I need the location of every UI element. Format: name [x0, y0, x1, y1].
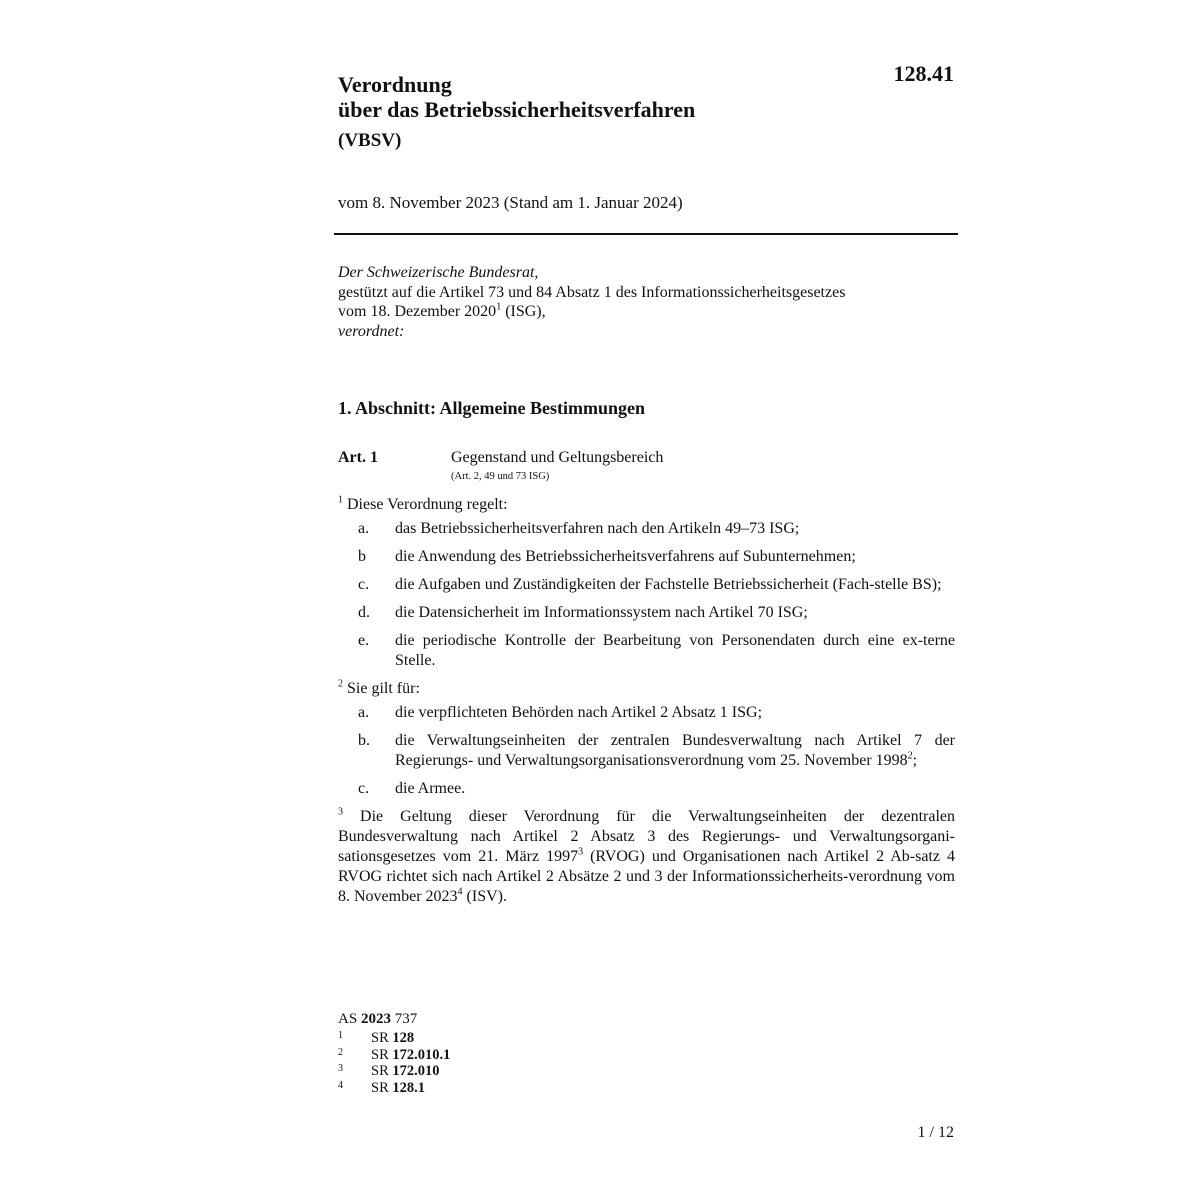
list-text: die Anwendung des Betriebssicherheitsverfahrens auf Subunternehmen;	[395, 548, 856, 565]
paragraph-1-list	[338, 519, 955, 671]
title-line-2: über das Betriebssicherheitsverfahren	[338, 97, 696, 122]
as-year: 2023	[360, 1011, 391, 1027]
list-text-end: ;	[912, 752, 918, 769]
list-item	[338, 631, 955, 671]
footnote-ref[interactable]: 4	[457, 886, 463, 898]
footnote-text	[371, 1047, 450, 1064]
footnote-number: 3	[338, 1063, 343, 1074]
title-line-1: Verordnung	[338, 72, 452, 97]
paragraph-intro: Sie gilt für:	[347, 680, 420, 697]
footnote-number: 4	[338, 1079, 343, 1091]
paragraph-1	[338, 495, 955, 515]
as-prefix: AS	[338, 1011, 361, 1027]
footnote-text	[371, 1063, 440, 1080]
preamble	[338, 263, 958, 341]
footnote	[338, 1047, 450, 1064]
sr-number: 128.41	[893, 61, 954, 86]
list-item	[338, 703, 955, 723]
footnote-ref-number: 172.010.1	[392, 1046, 451, 1063]
list-item	[338, 603, 955, 623]
footnote-prefix: SR	[371, 1046, 393, 1063]
footnote-ref-number: 128.1	[392, 1079, 425, 1096]
footnote	[338, 1080, 450, 1097]
paragraph-text-1: Die Geltung dieser Verordnung für die Verwaltungseinheiten der dezentralen Bundesverwaltung nach Artikel 2 Absatz 3 des Regierungs- und Verwaltungsorgani-sationsgesetzes vom 21. März 1997	[338, 808, 956, 865]
list-label: b.	[358, 732, 370, 749]
footnote-prefix: SR	[371, 1079, 393, 1096]
list-label: c.	[358, 780, 370, 797]
list-label: c.	[358, 576, 370, 593]
list-label: d.	[358, 604, 370, 621]
article-number: Art. 1	[338, 449, 378, 466]
article-body	[338, 495, 955, 911]
footnote-prefix: SR	[371, 1063, 393, 1079]
list-text: die periodische Kontrolle der Bearbeitung von Personendaten durch eine ex-terne Stelle.	[395, 632, 955, 669]
footnote-number: 1	[338, 1030, 343, 1041]
footnote	[338, 1030, 450, 1047]
official-compilation-ref	[338, 1011, 417, 1028]
header-divider	[334, 233, 958, 235]
section-heading: 1. Abschnitt: Allgemeine Bestimmungen	[338, 398, 646, 418]
issuer: Der Schweizerische Bundesrat,	[338, 264, 539, 281]
footnote-ref-number: 172.010	[392, 1063, 440, 1079]
document-title	[338, 72, 695, 122]
legal-basis	[338, 283, 958, 322]
date-line: vom 8. November 2023 (Stand am 1. Januar 2024)	[338, 193, 683, 212]
footnote-prefix: SR	[371, 1030, 393, 1046]
footnote-ref[interactable]: 2	[907, 750, 913, 762]
article-reference: (Art. 2, 49 und 73 ISG)	[451, 471, 550, 482]
legal-basis-line-2: vom 18. Dezember 2020	[338, 303, 497, 320]
footnote-ref[interactable]: 3	[578, 846, 584, 858]
list-item	[338, 779, 955, 799]
list-item	[338, 519, 955, 539]
footnote-text	[371, 1080, 425, 1097]
paragraph-2-list	[338, 703, 955, 799]
footnote-ref-number: 128	[392, 1030, 415, 1046]
list-label: b	[358, 548, 366, 565]
list-text	[395, 731, 955, 771]
footnote-number: 2	[338, 1046, 343, 1058]
list-text: die Aufgaben und Zuständigkeiten der Fachstelle Betriebssicherheit (Fach-stelle BS);	[395, 576, 942, 593]
paragraph-number: 1	[338, 494, 343, 506]
footnote	[338, 1063, 450, 1080]
list-item	[338, 731, 955, 771]
title-abbreviation: (VBSV)	[338, 130, 402, 151]
list-label: a.	[358, 704, 370, 721]
list-item	[338, 575, 955, 595]
list-text-body: die Verwaltungseinheiten der zentralen Bundesverwaltung nach Artikel 7 der Regierungs- und Verwaltungsorganisationsverordnung vom 25. November 1998	[395, 732, 955, 769]
legal-basis-end: (ISG),	[501, 303, 546, 320]
list-text: das Betriebssicherheitsverfahren nach den Artikeln 49–73 ISG;	[395, 520, 800, 537]
paragraph-number: 2	[338, 678, 343, 690]
footnotes	[338, 1030, 450, 1096]
list-text: die verpflichteten Behörden nach Artikel 2 Absatz 1 ISG;	[395, 704, 763, 721]
list-item	[338, 547, 955, 567]
paragraph-intro: Diese Verordnung regelt:	[347, 496, 508, 513]
decree: verordnet:	[338, 322, 405, 340]
as-page: 737	[390, 1011, 418, 1027]
paragraph-text-2: (RVOG) und Organisationen nach Artikel 2 Ab-satz 4 RVOG richtet sich nach Artikel 2 Absätze 2 und 3 der Informationssicherheits-verordnung vom 8. November 2023	[338, 848, 956, 905]
paragraph-number: 3	[338, 806, 343, 818]
footnote-text	[371, 1030, 414, 1047]
list-label: a.	[358, 520, 370, 537]
paragraph-3	[338, 807, 955, 907]
page-number: 1 / 12	[917, 1124, 954, 1141]
paragraph-text-3: (ISV).	[462, 888, 507, 905]
legal-basis-line-1: gestützt auf die Artikel 73 und 84 Absatz 1 des Informationssicherheitsgesetzes	[338, 283, 846, 301]
footnote-ref[interactable]: 1	[496, 301, 502, 313]
list-text: die Datensicherheit im Informationssystem nach Artikel 70 ISG;	[395, 604, 808, 621]
list-label: e.	[358, 632, 370, 649]
list-text: die Armee.	[395, 780, 466, 797]
paragraph-2	[338, 679, 955, 699]
article-title: Gegenstand und Geltungsbereich	[451, 449, 664, 466]
